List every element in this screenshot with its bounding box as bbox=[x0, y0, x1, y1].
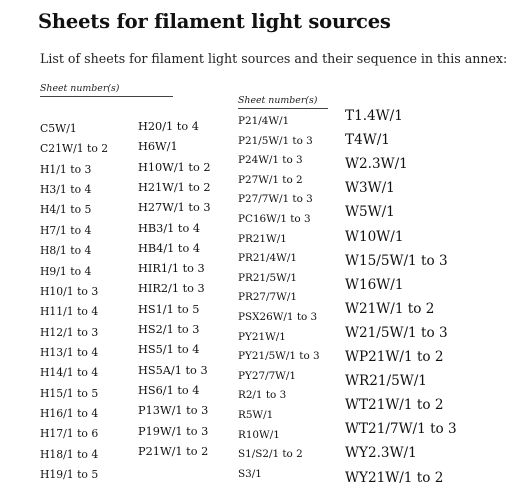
sheet-entry: R10W/1 bbox=[238, 428, 280, 441]
sheet-entry: PR21W/1 bbox=[238, 232, 287, 245]
sheet-entry: H17/1 to 6 bbox=[40, 427, 99, 441]
sheet-entry: W3W/1 bbox=[345, 180, 395, 197]
sheet-entry: H10/1 to 3 bbox=[40, 284, 99, 298]
sheet-entry: H19/1 to 5 bbox=[40, 468, 99, 481]
sheet-entry: H3/1 to 4 bbox=[40, 183, 92, 197]
sheet-entry: HIR2/1 to 3 bbox=[138, 282, 205, 296]
sheet-entry: H4/1 to 5 bbox=[40, 203, 92, 217]
sheet-entry: P24W/1 to 3 bbox=[238, 154, 303, 167]
sheet-entry: PY27/7W/1 bbox=[238, 369, 296, 382]
sheet-number-header-right: Sheet number(s) bbox=[238, 95, 328, 109]
sheet-entry: HS6/1 to 4 bbox=[138, 383, 200, 397]
sheet-entry: W5W/1 bbox=[345, 204, 395, 221]
sheet-entry: H12/1 to 3 bbox=[40, 325, 99, 339]
sheet-number-header-left: Sheet number(s) bbox=[40, 83, 173, 97]
sheet-entry: HIR1/1 to 3 bbox=[138, 262, 205, 276]
sheet-entry: PY21/5W/1 to 3 bbox=[238, 350, 320, 363]
sheet-entry: HB4/1 to 4 bbox=[138, 241, 201, 255]
sheet-entry: WT21W/1 to 2 bbox=[345, 397, 444, 414]
sheet-entry: WP21W/1 to 2 bbox=[345, 349, 444, 365]
sheet-entry: PC16W/1 to 3 bbox=[238, 213, 311, 225]
sheet-entry: W15/5W/1 to 3 bbox=[345, 252, 448, 269]
sheet-entry: PR21/5W/1 bbox=[238, 271, 297, 284]
intro-text: List of sheets for filament light sources and their sequence in this annex: bbox=[40, 51, 508, 66]
sheet-entry: H11/1 to 4 bbox=[40, 305, 99, 319]
sheet-entry: PR21/4W/1 bbox=[238, 252, 297, 265]
sheet-entry: T4W/1 bbox=[345, 132, 390, 149]
sheet-entry: P27W/1 to 2 bbox=[238, 173, 303, 186]
sheet-entry: WY21W/1 to 2 bbox=[345, 469, 444, 486]
sheet-entry: T1.4W/1 bbox=[345, 108, 403, 124]
sheet-entry: W2.3W/1 bbox=[345, 156, 408, 173]
sheet-entry: H7/1 to 4 bbox=[40, 223, 92, 237]
sheet-entry: HS2/1 to 3 bbox=[138, 323, 200, 336]
sheet-entry: HB3/1 to 4 bbox=[138, 221, 201, 235]
sheet-entry: H9/1 to 4 bbox=[40, 264, 92, 278]
sheet-entry: S3/1 bbox=[238, 467, 262, 480]
sheet-entry: H10W/1 to 2 bbox=[138, 160, 211, 174]
sheet-entry: P13W/1 to 3 bbox=[138, 404, 209, 418]
sheet-entry: WR21/5W/1 bbox=[345, 373, 427, 390]
sheet-entry: R2/1 to 3 bbox=[238, 389, 287, 402]
sheet-entry: HS1/1 to 5 bbox=[138, 302, 200, 316]
sheet-entry: PR27/7W/1 bbox=[238, 291, 297, 304]
sheet-entry: C5W/1 bbox=[40, 122, 77, 135]
sheet-entry: HS5A/1 to 3 bbox=[138, 363, 208, 377]
sheet-entry: H16/1 to 4 bbox=[40, 406, 99, 420]
sheet-entry: W10W/1 bbox=[345, 228, 404, 245]
sheet-entry: HS5/1 to 4 bbox=[138, 343, 200, 357]
sheet-entry: H20/1 to 4 bbox=[138, 120, 199, 133]
sheet-entry: R5W/1 bbox=[238, 409, 274, 421]
sheet-entry: W21W/1 to 2 bbox=[345, 300, 435, 317]
sheet-entry: H1/1 to 3 bbox=[40, 162, 92, 176]
sheet-entry: H27W/1 to 3 bbox=[138, 201, 211, 215]
sheet-entry: S1/S2/1 to 2 bbox=[238, 448, 303, 461]
sheet-entry: WY2.3W/1 bbox=[345, 445, 417, 462]
sheet-entry: C21W/1 to 2 bbox=[40, 142, 109, 156]
sheet-entry: P27/7W/1 to 3 bbox=[238, 193, 313, 206]
sheet-entry: H8/1 to 4 bbox=[40, 244, 92, 258]
sheet-entry: P21/4W/1 bbox=[238, 115, 290, 127]
sheet-entry: W16W/1 bbox=[345, 276, 404, 293]
sheet-entry: WT21/7W/1 to 3 bbox=[345, 421, 457, 438]
sheet-entry: PY21W/1 bbox=[238, 330, 286, 343]
sheet-entry: P19W/1 to 3 bbox=[138, 424, 209, 438]
sheet-entry: H15/1 to 5 bbox=[40, 386, 99, 400]
page-title: Sheets for filament light sources bbox=[38, 10, 391, 33]
sheet-entry: P21/5W/1 to 3 bbox=[238, 134, 313, 147]
sheet-entry: W21/5W/1 to 3 bbox=[345, 324, 448, 341]
sheet-entry: P21W/1 to 2 bbox=[138, 444, 209, 458]
sheet-entry: H14/1 to 4 bbox=[40, 366, 99, 380]
sheet-entry: H13/1 to 4 bbox=[40, 345, 99, 359]
sheet-entry: H21W/1 to 2 bbox=[138, 180, 211, 194]
sheet-entry: PSX26W/1 to 3 bbox=[238, 311, 318, 323]
sheet-entry: H18/1 to 4 bbox=[40, 447, 99, 461]
sheet-entry: H6W/1 bbox=[138, 140, 178, 154]
